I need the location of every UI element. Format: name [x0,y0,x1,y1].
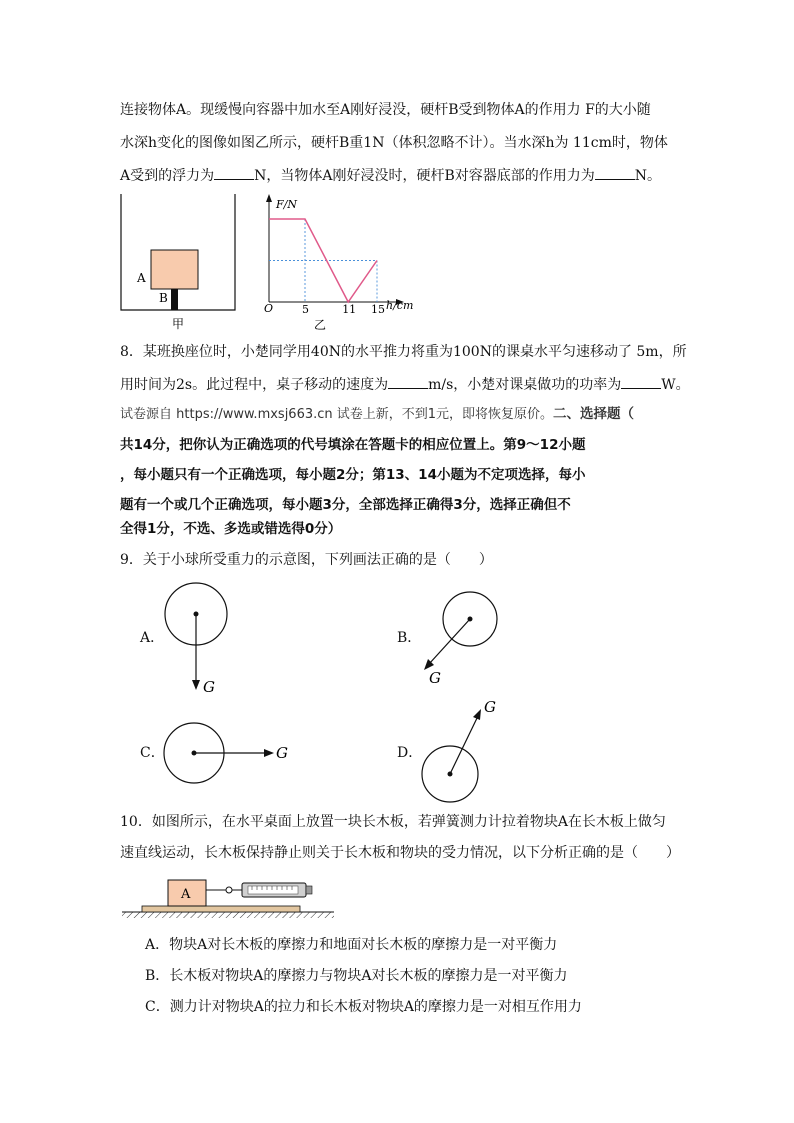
q8-text-line2: 用时间为2s。此过程中，桌子移动的速度为 m/s，小楚对课桌做功的功率为 W。 [120,374,690,395]
x-axis-label: h/cm [386,299,414,312]
q9-option-c-diagram [160,720,300,790]
source-line [120,404,634,425]
q10-option-b: B．长木板对物块A的摩擦力与物块A对长木板的摩擦力是一对平衡力 [145,968,568,984]
instructions-line4: 全得1分，不选、多选或错选得0分） [120,521,342,537]
y-axis-label: F/N [276,198,297,211]
q10-text-line1: 10．如图所示，在水平桌面上放置一块长木板，若弹簧测力计拉着物块A在长木板上做匀 [120,814,666,830]
source-text: 试卷源自 https://www.mxsj663.cn 试卷上新，不到1元，即将恢复原价。 [120,407,554,422]
q7-text-line2: 水深h变化的图像如图乙所示，硬杆B重1N（体积忽略不计）。当水深h为 11cm时，物体 [120,135,668,151]
x-tick-label: 11 [342,303,357,316]
q10-option-a: A．物块A对长木板的摩擦力和地面对长木板的摩擦力是一对平衡力 [145,937,558,953]
q10-text-line2: 速直线运动，长木板保持静止则关于长木板和物块的受力情况，以下分析正确的是（ ） [120,845,680,861]
instructions-line3: 题有一个或几个正确选项，每小题3分，全部选择正确得3分，选择正确但不 [120,497,571,513]
figure-jia-container [118,192,242,334]
q9-option-c-label: C． [140,745,165,761]
q9-option-d-label: D． [397,745,423,761]
caption-jia: 甲 [172,317,185,331]
block-a-label: A [181,887,191,902]
q10-setup-diagram [118,870,338,920]
q9-option-b-diagram [415,588,515,688]
caption-yi: 乙 [314,318,327,332]
gravity-label: G [484,698,496,716]
q9-option-a-diagram [160,580,240,700]
y-axis-arrow [266,194,272,202]
gravity-label: G [203,678,215,696]
q10-option-c: C．测力计对物块A的拉力和长木板对物块A的摩擦力是一对相互作用力 [145,999,582,1015]
rod-b [171,289,178,310]
q9-option-d-diagram [418,694,518,806]
q7-text-line3: A受到的浮力为 N，当物体A刚好浸没时，硬杆B对容器底部的作用力为 N。 [120,165,661,186]
gravity-label: G [429,669,441,687]
q8-text-line1: 8．某班换座位时，小楚同学用40N的水平推力将重为100N的课桌水平匀速移动了 5m，所 [120,344,687,360]
q9-option-a-label: A． [140,630,165,646]
label-a: A [137,271,146,285]
q7-text-line1: 连接物体A。现缓慢向容器中加水至A刚好浸没，硬杆B受到物体A的作用力 F的大小随 [120,102,651,118]
section-title: 二、选择题（ [553,406,635,422]
x-tick-label: 5 [302,303,309,316]
origin-label: O [264,302,274,315]
answer-blank [214,165,254,180]
answer-blank [388,374,428,389]
long-board [142,906,300,912]
figure-yi-graph [258,192,418,334]
gravity-label: G [276,744,288,762]
answer-blank [621,374,661,389]
object-a-block [151,250,198,289]
answer-blank [595,165,635,180]
q9-stem: 9．关于小球所受重力的示意图，下列画法正确的是（ ） [120,552,493,568]
instructions-line2: ，每小题只有一个正确选项，每小题2分；第13、14小题为不定项选择，每小 [120,467,586,483]
x-tick-label: 15 [371,303,385,316]
label-b: B [159,291,168,305]
instructions-line1: 共14分，把你认为正确选项的代号填涂在答题卡的相应位置上。第9～12小题 [120,437,586,453]
q9-option-b-label: B． [397,630,422,646]
table-ground [122,912,334,918]
